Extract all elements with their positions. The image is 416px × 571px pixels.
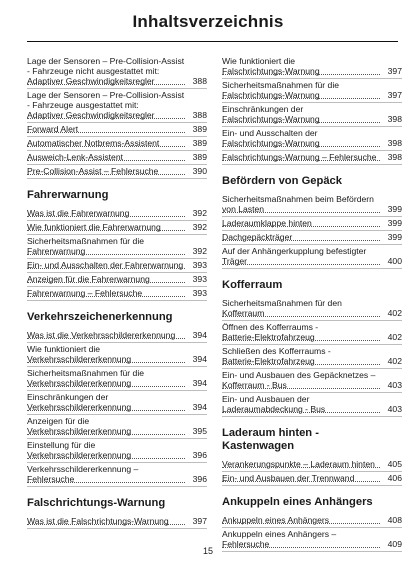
toc-entry-page: 409: [387, 539, 402, 549]
toc-entry[interactable]: [27, 89, 207, 123]
toc-entry-page: 403: [387, 404, 402, 414]
toc-entry-page: 394: [192, 402, 207, 412]
toc-entry[interactable]: [222, 393, 402, 417]
dot-leader: [222, 316, 380, 317]
toc-entry-title: Einschränkungen der Falschrichtungs-Warnung: [222, 104, 320, 124]
toc-entry[interactable]: [222, 151, 402, 165]
toc-entry-page: 394: [192, 354, 207, 364]
dot-leader: [222, 212, 380, 213]
toc-entry[interactable]: [27, 287, 207, 301]
toc-entry-page: 392: [192, 246, 207, 256]
dot-leader: [222, 340, 380, 341]
toc-entry-page: 394: [192, 330, 207, 340]
toc-entry[interactable]: [222, 103, 402, 127]
page-title: Inhaltsverzeichnis: [132, 12, 284, 31]
dot-leader: [222, 364, 380, 365]
toc-entry-title: Einschränkungen der Verkehrsschildererkennung: [27, 392, 132, 412]
dot-leader: [222, 74, 380, 75]
toc-entry-page: 403: [387, 380, 402, 390]
section-heading: Befördern von Gepäck: [222, 175, 342, 187]
section-heading: Ankuppeln eines Anhängers: [222, 496, 373, 508]
toc-entry-title: Laderaumklappe hinten: [222, 218, 312, 228]
toc-entry[interactable]: [27, 329, 207, 343]
toc-entry-page: 389: [192, 152, 207, 162]
toc-entry-page: 397: [192, 516, 207, 526]
toc-entry-page: 390: [192, 166, 207, 176]
toc-entry-page: 398: [387, 114, 402, 124]
toc-entry[interactable]: [222, 231, 402, 245]
toc-entry-title: Ankuppeln eines Anhängers – Fehlersuche: [222, 529, 337, 549]
toc-entry-title: Schließen des Kofferraums - Batterie-Elektrofahrzeug: [222, 346, 331, 366]
toc-entry-page: 399: [387, 218, 402, 228]
toc-entry[interactable]: [27, 439, 207, 463]
toc-entry-page: 392: [192, 222, 207, 232]
dot-leader: [222, 146, 380, 147]
dot-leader: [27, 296, 185, 297]
dot-leader: [222, 226, 380, 227]
toc-entry-title: Was ist die Verkehrsschildererkennung: [27, 330, 176, 340]
dot-leader: [222, 481, 380, 482]
toc-entry-page: 402: [387, 356, 402, 366]
toc-entry[interactable]: [222, 369, 402, 393]
toc-right-column: [222, 55, 402, 552]
section-heading: Falschrichtungs-Warnung: [27, 497, 166, 509]
toc-entry-page: 388: [192, 76, 207, 86]
dot-leader: [222, 467, 380, 468]
toc-entry-page: 392: [192, 208, 207, 218]
toc-entry-page: 393: [192, 260, 207, 270]
dot-leader: [27, 268, 185, 269]
toc-entry-page: 398: [387, 138, 402, 148]
toc-entry[interactable]: [222, 217, 402, 231]
toc-entry[interactable]: [27, 55, 207, 89]
dot-leader: [222, 412, 380, 413]
dot-leader: [222, 122, 380, 123]
toc-entry-title: Dachgepäckträger: [222, 232, 293, 242]
toc-entry-page: 400: [387, 256, 402, 266]
toc-entry-page: 395: [192, 426, 207, 436]
toc-entry-title: Was ist die Falschrichtungs-Warnung: [27, 516, 169, 526]
toc-entry[interactable]: [222, 514, 402, 528]
toc-entry-title: Was ist die Fahrerwarnung: [27, 208, 130, 218]
dot-leader: [27, 174, 185, 175]
toc-entry-title: Ein- und Ausbauen der Trennwand: [222, 473, 355, 483]
dot-leader: [27, 146, 185, 147]
toc-entry[interactable]: [222, 193, 402, 217]
toc-entry-page: 405: [387, 459, 402, 469]
toc-entry-page: 388: [192, 110, 207, 120]
toc-entry[interactable]: [222, 472, 402, 486]
toc-entry-title: Pre-Collision-Assist – Fehlersuche: [27, 166, 159, 176]
toc-entry-page: 399: [387, 204, 402, 214]
toc-entry-page: 402: [387, 332, 402, 342]
toc-entry[interactable]: [27, 463, 207, 487]
dot-leader: [27, 282, 185, 283]
dot-leader: [222, 523, 380, 524]
toc-entry[interactable]: [27, 515, 207, 529]
toc-entry[interactable]: [222, 345, 402, 369]
dot-leader: [222, 240, 380, 241]
dot-leader: [27, 216, 185, 217]
toc-entry-title: Öffnen des Kofferraums - Batterie-Elektrofahrzeug: [222, 322, 319, 342]
toc-entry-title: Wie funktioniert die Verkehrsschildererkennung: [27, 344, 132, 364]
toc-entry[interactable]: [27, 273, 207, 287]
dot-leader: [27, 338, 185, 339]
toc-entry-page: 393: [192, 274, 207, 284]
toc-entry-title: Wie funktioniert die Falschrichtungs-Warnung: [222, 56, 320, 76]
toc-entry-title: Auf der Anhängerkupplung befestigter Träger: [222, 246, 367, 266]
dot-leader: [27, 84, 185, 85]
toc-entry-page: 394: [192, 378, 207, 388]
dot-leader: [222, 388, 380, 389]
toc-entry[interactable]: [222, 127, 402, 151]
toc-entry-page: 408: [387, 515, 402, 525]
toc-entry[interactable]: [27, 343, 207, 367]
toc-entry-title: Ein- und Ausbauen der Laderaumabdeckung - Bus: [222, 394, 326, 414]
toc-entry[interactable]: [222, 321, 402, 345]
toc-entry-title: Sicherheitsmaßnahmen beim Befördern von Lasten: [222, 194, 374, 214]
toc-entry-title: Einstellung für die Verkehrsschildererkennung: [27, 440, 132, 460]
toc-entry[interactable]: [27, 415, 207, 439]
dot-leader: [222, 264, 380, 265]
dot-leader: [27, 386, 185, 387]
toc-entry-title: Anzeigen für die Fahrerwarnung: [27, 274, 150, 284]
toc-entry-title: Ausweich-Lenk-Assistent: [27, 152, 124, 162]
toc-entry-title: Forward Alert: [27, 124, 79, 134]
toc-entry[interactable]: [222, 245, 402, 269]
toc-entry[interactable]: [27, 259, 207, 273]
toc-entry-title: Lage der Sensoren – Pre-Collision-Assist - Fahrzeuge nicht ausgestattet mit: Adaptiver Geschwindigkeitsregler: [27, 56, 185, 86]
toc-entry[interactable]: [27, 391, 207, 415]
toc-entry-page: 397: [387, 90, 402, 100]
toc-entry[interactable]: [27, 367, 207, 391]
toc-entry-title: Lage der Sensoren – Pre-Collision-Assist - Fahrzeuge ausgestattet mit: Adaptiver Geschwindigkeitsregler: [27, 90, 185, 120]
toc-entry-title: Automatischer Notbrems-Assistent: [27, 138, 160, 148]
page-number: 15: [202, 546, 213, 556]
dot-leader: [27, 434, 185, 435]
toc-entry-page: 389: [192, 138, 207, 148]
dot-leader: [27, 118, 185, 119]
toc-entry-page: 399: [387, 232, 402, 242]
toc-entry-title: Verkehrsschildererkennung – Fehlersuche: [27, 464, 139, 484]
section-heading: Laderaum hinten - Kastenwagen: [222, 427, 319, 452]
dot-leader: [27, 254, 185, 255]
section-heading: Kofferraum: [222, 279, 283, 291]
toc-entry-title: Anzeigen für die Verkehrsschildererkennung: [27, 416, 132, 436]
toc-entry-page: 396: [192, 450, 207, 460]
toc-entry[interactable]: [222, 79, 402, 103]
title-divider: [27, 41, 398, 42]
toc-entry-title: Sicherheitsmaßnahmen für die Verkehrsschildererkennung: [27, 368, 145, 388]
dot-leader: [222, 98, 380, 99]
toc-entry-title: Sicherheitsmaßnahmen für die Fahrerwarnung: [27, 236, 145, 256]
toc-entry-page: 396: [192, 474, 207, 484]
toc-entry-title: Ein- und Ausschalten der Falschrichtungs-Warnung: [222, 128, 320, 148]
toc-entry-page: 389: [192, 124, 207, 134]
toc-entry-title: Verankerungspunkte – Laderaum hinten: [222, 459, 375, 469]
toc-entry-title: Ein- und Ausbauen des Gepäcknetzes – Kofferraum - Bus: [222, 370, 376, 390]
dot-leader: [27, 160, 185, 161]
toc-entry-title: Wie funktioniert die Fahrerwarnung: [27, 222, 161, 232]
dot-leader: [27, 132, 185, 133]
toc-left-column: [27, 55, 207, 529]
toc-entry-title: Fahrerwarnung – Fehlersuche: [27, 288, 143, 298]
dot-leader: [27, 524, 185, 525]
dot-leader: [27, 230, 185, 231]
toc-entry[interactable]: [27, 151, 207, 165]
dot-leader: [27, 362, 185, 363]
toc-entry-title: Sicherheitsmaßnahmen für die Falschrichtungs-Warnung: [222, 80, 340, 100]
toc-entry[interactable]: [27, 221, 207, 235]
section-heading: Fahrerwarnung: [27, 189, 109, 201]
toc-entry-title: Falschrichtungs-Warnung – Fehlersuche: [222, 152, 377, 162]
toc-entry-page: 393: [192, 288, 207, 298]
dot-leader: [222, 160, 380, 161]
toc-entry[interactable]: [222, 458, 402, 472]
toc-entry[interactable]: [27, 137, 207, 151]
toc-entry[interactable]: [27, 123, 207, 137]
toc-entry[interactable]: [222, 297, 402, 321]
section-heading: Verkehrszeichenerkennung: [27, 311, 173, 323]
dot-leader: [27, 482, 185, 483]
toc-entry-title: Sicherheitsmaßnahmen für den Kofferraum: [222, 298, 342, 318]
dot-leader: [27, 410, 185, 411]
dot-leader: [27, 458, 185, 459]
toc-entry-title: Ankuppeln eines Anhängers: [222, 515, 330, 525]
toc-entry-page: 398: [387, 152, 402, 162]
toc-entry[interactable]: [27, 165, 207, 179]
toc-entry-page: 406: [387, 473, 402, 483]
toc-entry-page: 402: [387, 308, 402, 318]
toc-entry[interactable]: [27, 207, 207, 221]
toc-entry-page: 397: [387, 66, 402, 76]
toc-entry-title: Ein- und Ausschalten der Fahrerwarnung: [27, 260, 184, 270]
toc-entry[interactable]: [27, 235, 207, 259]
toc-entry[interactable]: [222, 55, 402, 79]
